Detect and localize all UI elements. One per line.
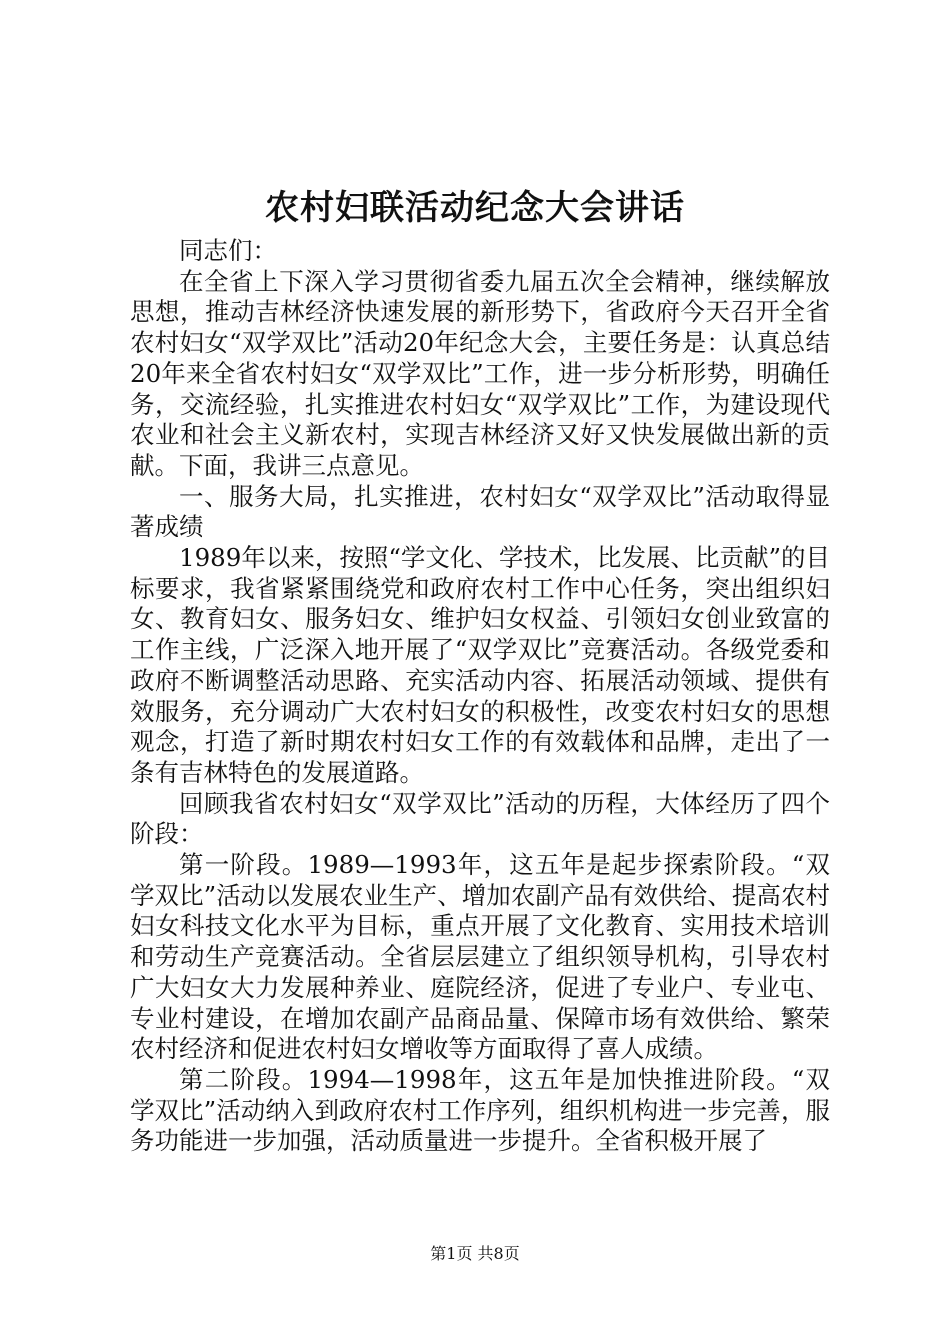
body-paragraph: 回顾我省农村妇女“双学双比”活动的历程，大体经历了四个阶段： — [130, 788, 830, 849]
document-body — [130, 236, 830, 1157]
stage-two-paragraph: 第二阶段。1994—1998年，这五年是加快推进阶段。“双学双比”活动纳入到政府农村工作序列，组织机构进一步完善，服务功能进一步加强，活动质量进一步提升。全省积极开展了 — [130, 1064, 830, 1156]
section-heading-1: 一、服务大局，扎实推进，农村妇女“双学双比”活动取得显著成绩 — [130, 481, 830, 542]
page-number-footer: 第1页 共8页 — [430, 1244, 520, 1263]
salutation-paragraph: 同志们： — [179, 236, 277, 265]
intro-paragraph: 在全省上下深入学习贯彻省委九届五次全会精神，继续解放思想，推动吉林经济快速发展的新形势下，省政府今天召开全省农村妇女“双学双比”活动20年纪念大会，主要任务是：认真总结20年来全省农村妇女“双学双比”工作，进一步分析形势，明确任务，交流经验，扎实推进农村妇女“双学双比”工作，为建设现代农业和社会主义新农村，实现吉林经济又好又快发展做出新的贡献。下面，我讲三点意见。 — [130, 266, 830, 480]
stage-one-paragraph: 第一阶段。1989—1993年，这五年是起步探索阶段。“双学双比”活动以发展农业生产、增加农副产品有效供给、提高农村妇女科技文化水平为目标，重点开展了文化教育、实用技术培训和劳动生产竞赛活动。全省层层建立了组织领导机构，引导农村广大妇女大力发展种养业、庭院经济，促进了专业户、专业屯、专业村建设，在增加农副产品商品量、保障市场有效供给、繁荣农村经济和促进农村妇女增收等方面取得了喜人成绩。 — [130, 850, 830, 1064]
document-title: 农村妇联活动纪念大会讲话 — [265, 188, 685, 228]
body-paragraph: 1989年以来，按照“学文化、学技术，比发展、比贡献”的目标要求，我省紧紧围绕党和政府农村工作中心任务，突出组织妇女、教育妇女、服务妇女、维护妇女权益、引领妇女创业致富的工作主线，广泛深入地开展了“双学双比”竞赛活动。各级党委和政府不断调整活动思路、充实活动内容、拓展活动领域、提供有效服务，充分调动广大农村妇女的积极性，改变农村妇女的思想观念，打造了新时期农村妇女工作的有效载体和品牌，走出了一条有吉林特色的发展道路。 — [130, 543, 830, 787]
